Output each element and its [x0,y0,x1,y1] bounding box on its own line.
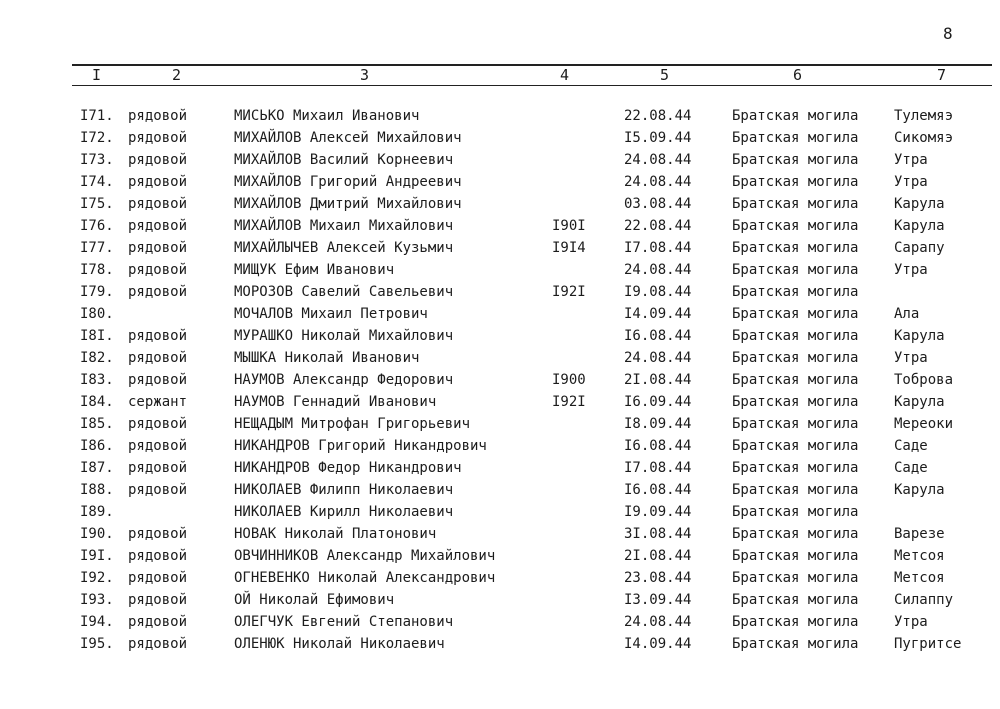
header-top-rule [72,64,992,66]
table-row [0,457,1000,479]
table-row [0,479,1000,501]
record-number: I75. [80,196,114,212]
record-name: НЕЩАДЫМ Митрофан Григорьевич [234,416,471,432]
record-number: I87. [80,460,114,476]
record-number: I86. [80,438,114,454]
record-burial-place: Братская могила [732,372,859,388]
record-name: МОЧАЛОВ Михаил Петрович [234,306,428,322]
column-header-5: 5 [660,66,670,84]
record-name: МИЩУК Ефим Иванович [234,262,395,278]
record-burial-place: Братская могила [732,328,859,344]
record-number: I79. [80,284,114,300]
table-row [0,171,1000,193]
record-death-date: I9.09.44 [624,504,692,520]
record-burial-place: Братская могила [732,284,859,300]
record-number: I85. [80,416,114,432]
record-name: МИХАЙЛОВ Алексей Михайлович [234,130,462,146]
record-rank: рядовой [128,592,188,608]
record-rank: рядовой [128,526,188,542]
record-burial-place: Братская могила [732,482,859,498]
record-name: МИХАЙЛОВ Михаил Михайлович [234,218,454,234]
record-location: Утра [894,262,928,278]
record-location: Сарапу [894,240,945,256]
record-name: НАУМОВ Геннадий Иванович [234,394,437,410]
record-name: ОВЧИННИКОВ Александр Михайлович [234,548,496,564]
table-row [0,325,1000,347]
record-number: I90. [80,526,114,542]
table-row [0,149,1000,171]
record-number: I94. [80,614,114,630]
record-birth-year: I92I [552,284,586,300]
record-death-date: 22.08.44 [624,218,692,234]
record-name: ОЙ Николай Ефимович [234,592,395,608]
record-location: Утра [894,350,928,366]
record-name: ОЛЕГЧУК Евгений Степанович [234,614,454,630]
record-number: I9I. [80,548,114,564]
record-location: Варезе [894,526,945,542]
record-death-date: I8.09.44 [624,416,692,432]
record-death-date: 24.08.44 [624,262,692,278]
table-row [0,391,1000,413]
record-burial-place: Братская могила [732,350,859,366]
record-death-date: I7.08.44 [624,240,692,256]
record-name: МИХАЙЛОВ Дмитрий Михайлович [234,196,462,212]
column-header-6: 6 [793,66,803,84]
record-name: НОВАК Николай Платонович [234,526,437,542]
record-number: I76. [80,218,114,234]
record-number: I95. [80,636,114,652]
record-rank: рядовой [128,548,188,564]
table-row [0,589,1000,611]
record-death-date: I6.09.44 [624,394,692,410]
record-location: Тоброва [894,372,954,388]
table-row [0,523,1000,545]
record-death-date: 2I.08.44 [624,548,692,564]
record-rank: рядовой [128,108,188,124]
record-death-date: I7.08.44 [624,460,692,476]
record-burial-place: Братская могила [732,262,859,278]
record-location: Карула [894,394,945,410]
record-burial-place: Братская могила [732,504,859,520]
record-death-date: I4.09.44 [624,636,692,652]
record-birth-year: I92I [552,394,586,410]
record-death-date: 23.08.44 [624,570,692,586]
record-number: I74. [80,174,114,190]
column-header-3: 3 [360,66,370,84]
record-location: Утра [894,614,928,630]
record-number: I84. [80,394,114,410]
record-number: I72. [80,130,114,146]
table-row [0,193,1000,215]
record-rank: рядовой [128,130,188,146]
record-burial-place: Братская могила [732,526,859,542]
table-row [0,633,1000,655]
column-header-7: 7 [937,66,947,84]
record-number: I80. [80,306,114,322]
record-birth-year: I9I4 [552,240,586,256]
record-death-date: 22.08.44 [624,108,692,124]
record-death-date: I6.08.44 [624,482,692,498]
record-location: Карула [894,482,945,498]
record-burial-place: Братская могила [732,548,859,564]
record-location: Мереоки [894,416,954,432]
record-burial-place: Братская могила [732,614,859,630]
record-number: I8I. [80,328,114,344]
record-rank: рядовой [128,438,188,454]
record-location: Пугритсе [894,636,962,652]
table-row [0,611,1000,633]
record-birth-year: I900 [552,372,586,388]
record-name: МОРОЗОВ Савелий Савельевич [234,284,454,300]
record-name: МУРАШКО Николай Михайлович [234,328,454,344]
record-location: Ала [894,306,920,322]
record-rank: рядовой [128,174,188,190]
record-rank: рядовой [128,196,188,212]
record-burial-place: Братская могила [732,416,859,432]
record-name: МИХАЙЛОВ Григорий Андреевич [234,174,462,190]
record-location: Утра [894,174,928,190]
record-number: I71. [80,108,114,124]
record-name: НАУМОВ Александр Федорович [234,372,454,388]
record-burial-place: Братская могила [732,460,859,476]
record-rank: рядовой [128,614,188,630]
record-number: I82. [80,350,114,366]
record-name: НИКАНДРОВ Федор Никандрович [234,460,462,476]
record-burial-place: Братская могила [732,438,859,454]
record-name: НИКОЛАЕВ Кирилл Николаевич [234,504,454,520]
record-death-date: 24.08.44 [624,152,692,168]
record-name: МИХАЙЛОВ Василий Корнеевич [234,152,454,168]
record-name: МИСЬКО Михаил Иванович [234,108,420,124]
record-burial-place: Братская могила [732,592,859,608]
record-death-date: I6.08.44 [624,328,692,344]
record-rank: рядовой [128,328,188,344]
record-death-date: I3.09.44 [624,592,692,608]
record-number: I88. [80,482,114,498]
record-death-date: I6.08.44 [624,438,692,454]
record-rank: рядовой [128,482,188,498]
record-name: НИКАНДРОВ Григорий Никандрович [234,438,487,454]
record-number: I78. [80,262,114,278]
record-number: I73. [80,152,114,168]
record-rank: рядовой [128,152,188,168]
record-number: I89. [80,504,114,520]
record-location: Силаппу [894,592,954,608]
table-row [0,281,1000,303]
record-rank: рядовой [128,240,188,256]
record-location: Метсоя [894,548,945,564]
page-number: 8 [943,24,954,43]
table-row [0,127,1000,149]
record-name: МИХАЙЛЫЧЕВ Алексей Кузьмич [234,240,454,256]
record-burial-place: Братская могила [732,240,859,256]
record-name: ОГНЕВЕНКО Николай Александрович [234,570,496,586]
record-burial-place: Братская могила [732,636,859,652]
column-header-4: 4 [560,66,570,84]
record-location: Карула [894,196,945,212]
table-row [0,237,1000,259]
record-name: НИКОЛАЕВ Филипп Николаевич [234,482,454,498]
record-number: I93. [80,592,114,608]
record-death-date: 24.08.44 [624,174,692,190]
record-death-date: 3I.08.44 [624,526,692,542]
table-row [0,347,1000,369]
record-rank: рядовой [128,372,188,388]
record-death-date: I9.08.44 [624,284,692,300]
record-location: Тулемяэ [894,108,954,124]
record-burial-place: Братская могила [732,108,859,124]
record-death-date: 24.08.44 [624,614,692,630]
table-row [0,567,1000,589]
table-row [0,259,1000,281]
record-location: Саде [894,438,928,454]
record-location: Саде [894,460,928,476]
record-death-date: 24.08.44 [624,350,692,366]
record-location: Сикомяэ [894,130,954,146]
column-header-2: 2 [172,66,182,84]
record-rank: рядовой [128,284,188,300]
record-name: МЫШКА Николай Иванович [234,350,420,366]
header-bottom-rule [72,85,992,86]
record-rank: сержант [128,394,188,410]
record-burial-place: Братская могила [732,570,859,586]
table-row [0,303,1000,325]
table-row [0,369,1000,391]
record-rank: рядовой [128,262,188,278]
table-row [0,501,1000,523]
record-death-date: 03.08.44 [624,196,692,212]
record-location: Утра [894,152,928,168]
record-location: Карула [894,218,945,234]
table-row [0,413,1000,435]
record-location: Метсоя [894,570,945,586]
record-number: I83. [80,372,114,388]
record-burial-place: Братская могила [732,394,859,410]
record-rank: рядовой [128,218,188,234]
record-rank: рядовой [128,350,188,366]
record-location: Карула [894,328,945,344]
record-burial-place: Братская могила [732,152,859,168]
record-birth-year: I90I [552,218,586,234]
table-row [0,215,1000,237]
record-death-date: 2I.08.44 [624,372,692,388]
record-number: I77. [80,240,114,256]
table-row [0,435,1000,457]
table-row [0,545,1000,567]
record-burial-place: Братская могила [732,174,859,190]
record-burial-place: Братская могила [732,130,859,146]
record-rank: рядовой [128,636,188,652]
record-death-date: I4.09.44 [624,306,692,322]
record-burial-place: Братская могила [732,306,859,322]
record-rank: рядовой [128,570,188,586]
record-name: ОЛЕНЮК Николай Николаевич [234,636,445,652]
column-header-1: I [92,66,102,84]
record-rank: рядовой [128,416,188,432]
record-rank: рядовой [128,460,188,476]
record-death-date: I5.09.44 [624,130,692,146]
record-burial-place: Братская могила [732,196,859,212]
record-burial-place: Братская могила [732,218,859,234]
table-row [0,105,1000,127]
record-number: I92. [80,570,114,586]
